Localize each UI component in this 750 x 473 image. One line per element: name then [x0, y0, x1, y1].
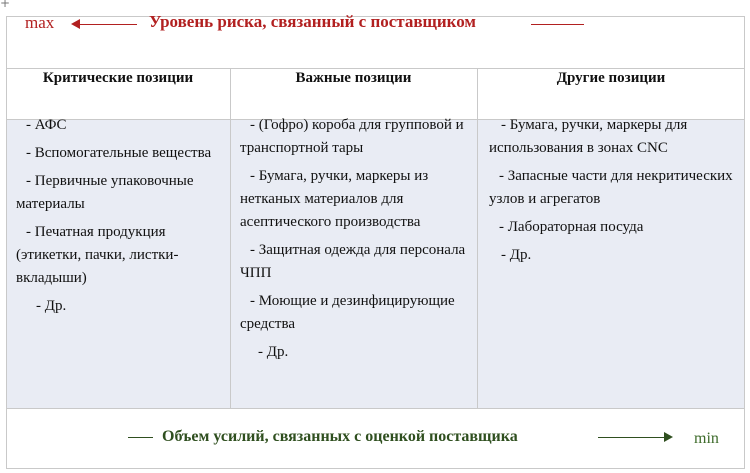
list-item: - Бумага, ручки, маркеры из нетканых материалов для асептического производства — [240, 168, 429, 230]
risk-line-right — [531, 24, 584, 25]
list-item: - Моющие и дезинфицирующие средства — [240, 293, 455, 332]
effort-line-left — [128, 437, 153, 438]
list-item: - Лабораторная посуда — [499, 219, 644, 235]
list-item-text: - (Гофро) короба для групповой и транспортной тары — [240, 117, 464, 156]
column-header-other: Другие позиции — [556, 70, 666, 86]
list-item — [240, 114, 468, 160]
list-item: - Запасные части для некритических узлов и агрегатов — [489, 168, 733, 207]
max-label: max — [25, 13, 55, 32]
column-header-important: Важные позиции — [295, 70, 412, 86]
list-item: - Печатная продукция (этикетки, пачки, листки-вкладыши) — [16, 224, 179, 286]
list-item: - Др. — [36, 298, 67, 314]
list-item: - Бумага, ручки, маркеры для использования в зонах CNC — [489, 117, 688, 156]
list-item: - АФС — [26, 117, 67, 133]
list-item: - Др. — [258, 344, 289, 360]
arrow-right-icon — [598, 437, 670, 438]
list-item: - Вспомогательные вещества — [26, 145, 212, 161]
column-header-critical: Критические позиции — [42, 70, 194, 86]
arrow-left-icon — [73, 24, 137, 25]
corner-plus-mark: + — [0, 0, 11, 10]
list-item: - Первичные упаковочные материалы — [16, 173, 194, 212]
column-divider — [477, 120, 478, 408]
column-body-other — [489, 114, 739, 272]
effort-title: Объем усилий, связанных с оценкой поставщика — [162, 428, 518, 445]
column-body-critical — [16, 114, 221, 323]
min-label: min — [694, 430, 719, 447]
list-item: - Защитная одежда для персонала ЧПП — [240, 242, 466, 281]
list-item: - Др. — [501, 247, 532, 263]
risk-level-title: Уровень риска, связанный с поставщиком — [149, 12, 476, 31]
column-divider — [230, 120, 231, 408]
column-body-important — [240, 114, 468, 369]
